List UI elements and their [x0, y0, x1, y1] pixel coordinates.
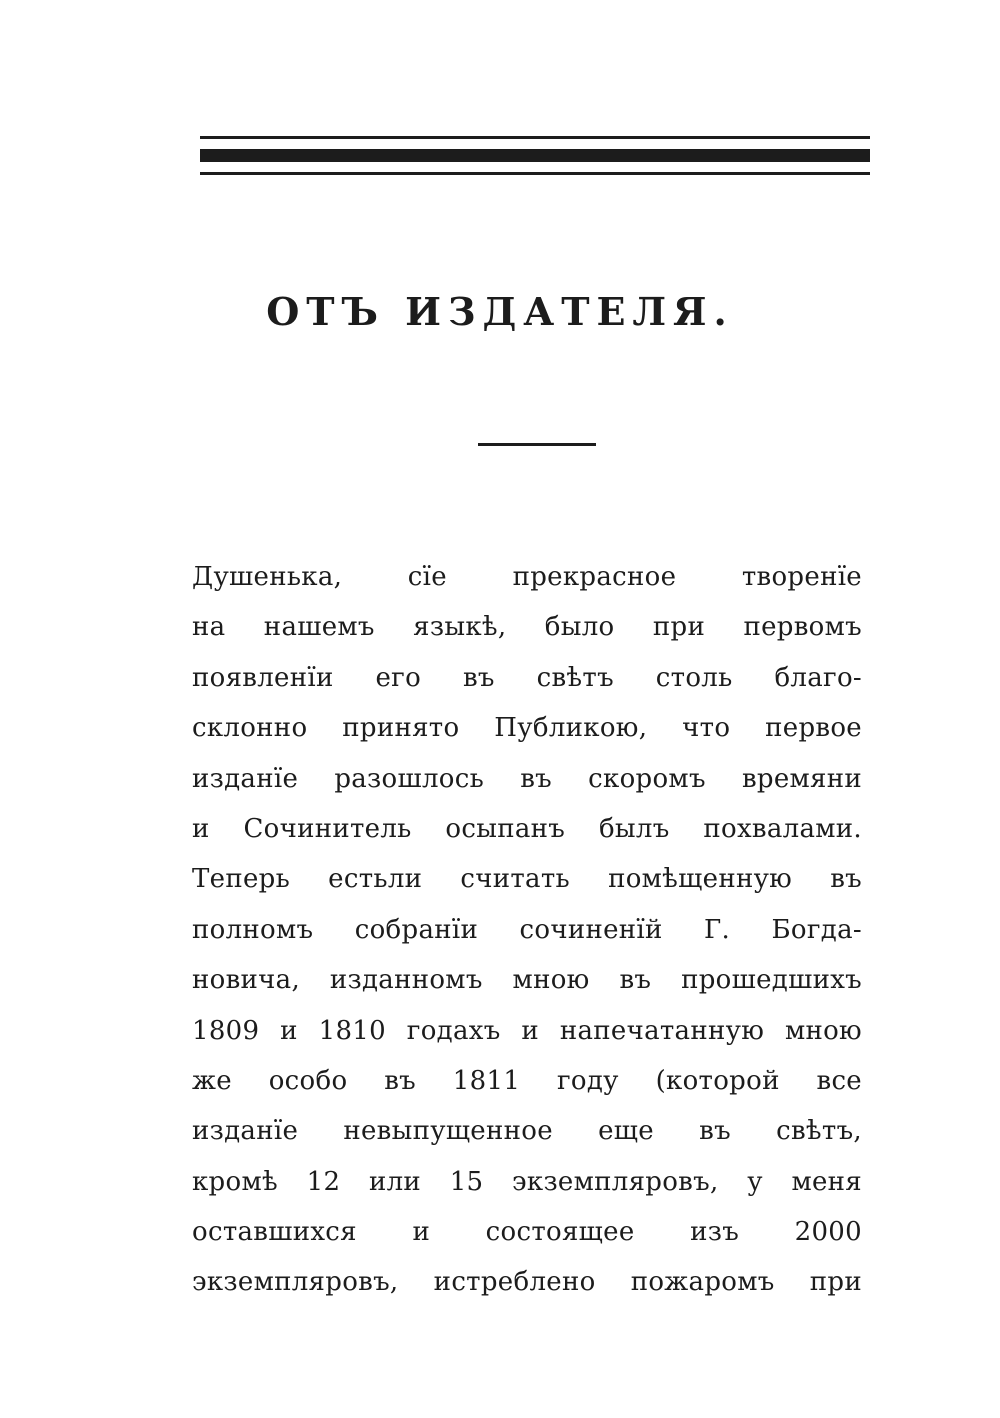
- header-rule-thick: [200, 149, 870, 162]
- text-line: экземпляровъ, истреблено пожаромъ при: [192, 1267, 862, 1298]
- header-rule-thin-top: [200, 136, 870, 139]
- text-line: изданїе разошлось въ скоромъ времяни: [192, 763, 862, 794]
- text-line: же особо въ 1811 году (которой все: [192, 1065, 862, 1096]
- body-text: [192, 552, 862, 1308]
- header-ornamental-rule: [200, 136, 870, 182]
- text-line: и Сочинитель осыпанъ былъ похвалами.: [192, 813, 862, 844]
- header-rule-thin-bottom: [200, 172, 870, 175]
- text-line: Теперь естьли считать помѣщенную въ: [192, 864, 862, 895]
- text-line: Душенька, сїе прекрасное творенїе: [192, 562, 862, 592]
- text-line: на нашемъ языкѣ, было при первомъ: [192, 612, 862, 643]
- text-line: полномъ собранїи сочиненїй Г. Богда-: [192, 914, 862, 945]
- text-line: оставшихся и состоящее изъ 2000: [192, 1217, 862, 1248]
- text-line: изданїе невыпущенное еще въ свѣтъ,: [192, 1116, 862, 1147]
- text-line: склонно принято Публикою, что первое: [192, 713, 862, 744]
- text-line: появленїи его въ свѣтъ столь благо-: [192, 662, 862, 693]
- page-title: ОТЪ ИЗДАТЕЛЯ.: [266, 289, 734, 334]
- text-line: кромѣ 12 или 15 экземпляровъ, у меня: [192, 1166, 862, 1197]
- text-line: 1809 и 1810 годахъ и напечатанную мною: [192, 1015, 862, 1046]
- text-line: новича, изданномъ мною въ прошедшихъ: [192, 965, 862, 996]
- title-divider: [478, 443, 596, 446]
